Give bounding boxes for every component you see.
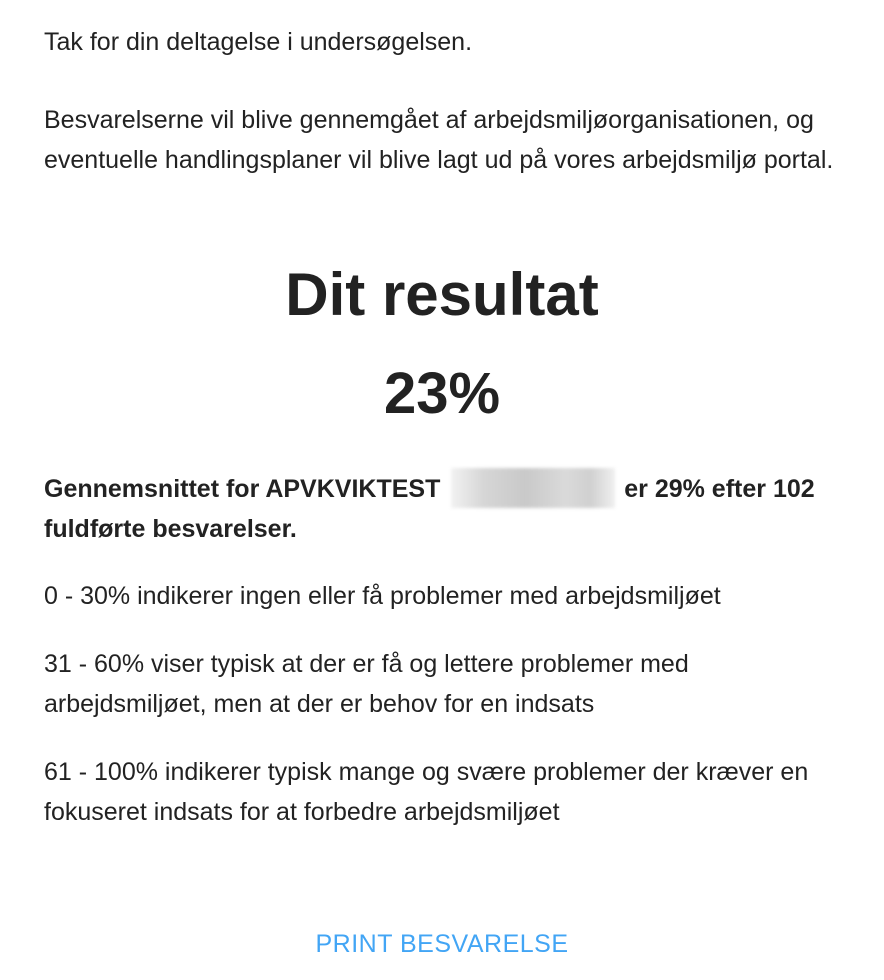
- range-medium-text: 31 - 60% viser typisk at der er få og lettere problemer med arbejdsmiljøet, men at der er behov for en indsats: [44, 650, 689, 718]
- average-summary: [44, 468, 834, 549]
- thanks-text: Tak for din deltagelse i undersøgelsen.: [44, 28, 473, 56]
- result-percentage: 23%: [383, 361, 501, 426]
- redacted-company-name: [451, 468, 615, 508]
- average-prefix: Gennemsnittet for APVKVIKTEST: [44, 475, 441, 503]
- range-high-text: 61 - 100% indikerer typisk mange og svære problemer der kræver en fokuseret indsats for at forbedre arbejdsmiljøet: [44, 758, 809, 826]
- print-answers-button[interactable]: PRINT BESVARELSE: [44, 924, 840, 964]
- review-info-text: Besvarelserne vil blive gennemgået af arbejdsmiljøorganisationen, og eventuelle handlingsplaner vil blive lagt ud på vores arbejdsmiljø portal.: [44, 106, 834, 174]
- average-suffix: er 29% efter 102 fuldførte besvarelser.: [44, 475, 815, 543]
- result-title: Dit resultat: [285, 261, 599, 328]
- range-low-text: 0 - 30% indikerer ingen eller få problemer med arbejdsmiljøet: [44, 582, 721, 610]
